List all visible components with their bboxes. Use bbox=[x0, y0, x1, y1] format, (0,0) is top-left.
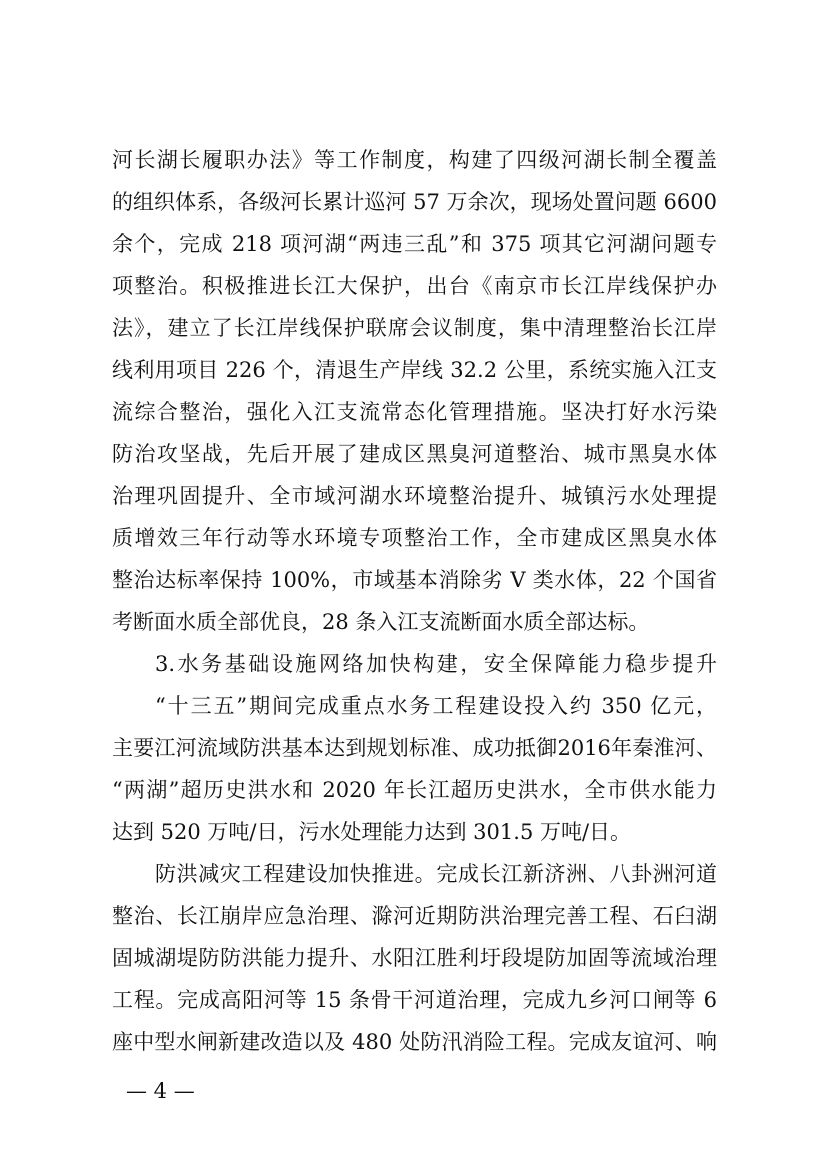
body-text-line: 工程。完成高阳河等 15 条骨干河道治理，完成九乡河口闸等 6 bbox=[112, 988, 717, 1012]
body-text-line: 线利用项目 226 个，清退生产岸线 32.2 公里，系统实施入江支 bbox=[112, 358, 717, 382]
body-text-line: 固城湖堤防防洪能力提升、水阳江胜利圩段堤防加固等流域治理 bbox=[112, 946, 717, 970]
body-text-line: 流综合整治，强化入江支流常态化管理措施。坚决打好水污染 bbox=[112, 400, 717, 424]
body-text-line: 河长湖长履职办法》等工作制度，构建了四级河湖长制全覆盖 bbox=[112, 148, 717, 172]
body-text-line: 项整治。积极推进长江大保护，出台《南京市长江岸线保护办 bbox=[112, 274, 717, 298]
body-text-line: 余个，完成 218 项河湖“两违三乱”和 375 项其它河湖问题专 bbox=[112, 232, 717, 256]
body-text-line: 达到 520 万吨/日，污水处理能力达到 301.5 万吨/日。 bbox=[112, 820, 632, 844]
body-text-line: 的组织体系，各级河长累计巡河 57 万余次，现场处置问题 6600 bbox=[112, 190, 717, 214]
body-text-line: “十三五”期间完成重点水务工程建设投入约 350 亿元， bbox=[155, 694, 717, 718]
section-heading: 3.水务基础设施网络加快构建，安全保障能力稳步提升 bbox=[155, 652, 717, 676]
body-text-line: 主要江河流域防洪基本达到规划标准、成功抵御2016年秦淮河、 bbox=[112, 736, 717, 760]
page-number: — 4 — bbox=[126, 1079, 195, 1103]
body-text-line: “两湖”超历史洪水和 2020 年长江超历史洪水，全市供水能力 bbox=[112, 778, 717, 802]
body-text-line: 防治攻坚战，先后开展了建成区黑臭河道整治、城市黑臭水体 bbox=[112, 442, 717, 466]
body-text-line: 质增效三年行动等水环境专项整治工作，全市建成区黑臭水体 bbox=[112, 526, 717, 550]
body-text-line: 防洪减灾工程建设加快推进。完成长江新济洲、八卦洲河道 bbox=[155, 862, 717, 886]
body-text-line: 座中型水闸新建改造以及 480 处防汛消险工程。完成友谊河、响 bbox=[112, 1030, 717, 1054]
body-text-line: 整治达标率保持 100%，市域基本消除劣 V 类水体，22 个国省 bbox=[112, 568, 717, 592]
body-text-line: 法》，建立了长江岸线保护联席会议制度，集中清理整治长江岸 bbox=[112, 316, 717, 340]
body-text-line: 考断面水质全部优良，28 条入江支流断面水质全部达标。 bbox=[112, 610, 650, 634]
body-text-line: 治理巩固提升、全市域河湖水环境整治提升、城镇污水处理提 bbox=[112, 484, 717, 508]
body-text-line: 整治、长江崩岸应急治理、滁河近期防洪治理完善工程、石臼湖 bbox=[112, 904, 717, 928]
